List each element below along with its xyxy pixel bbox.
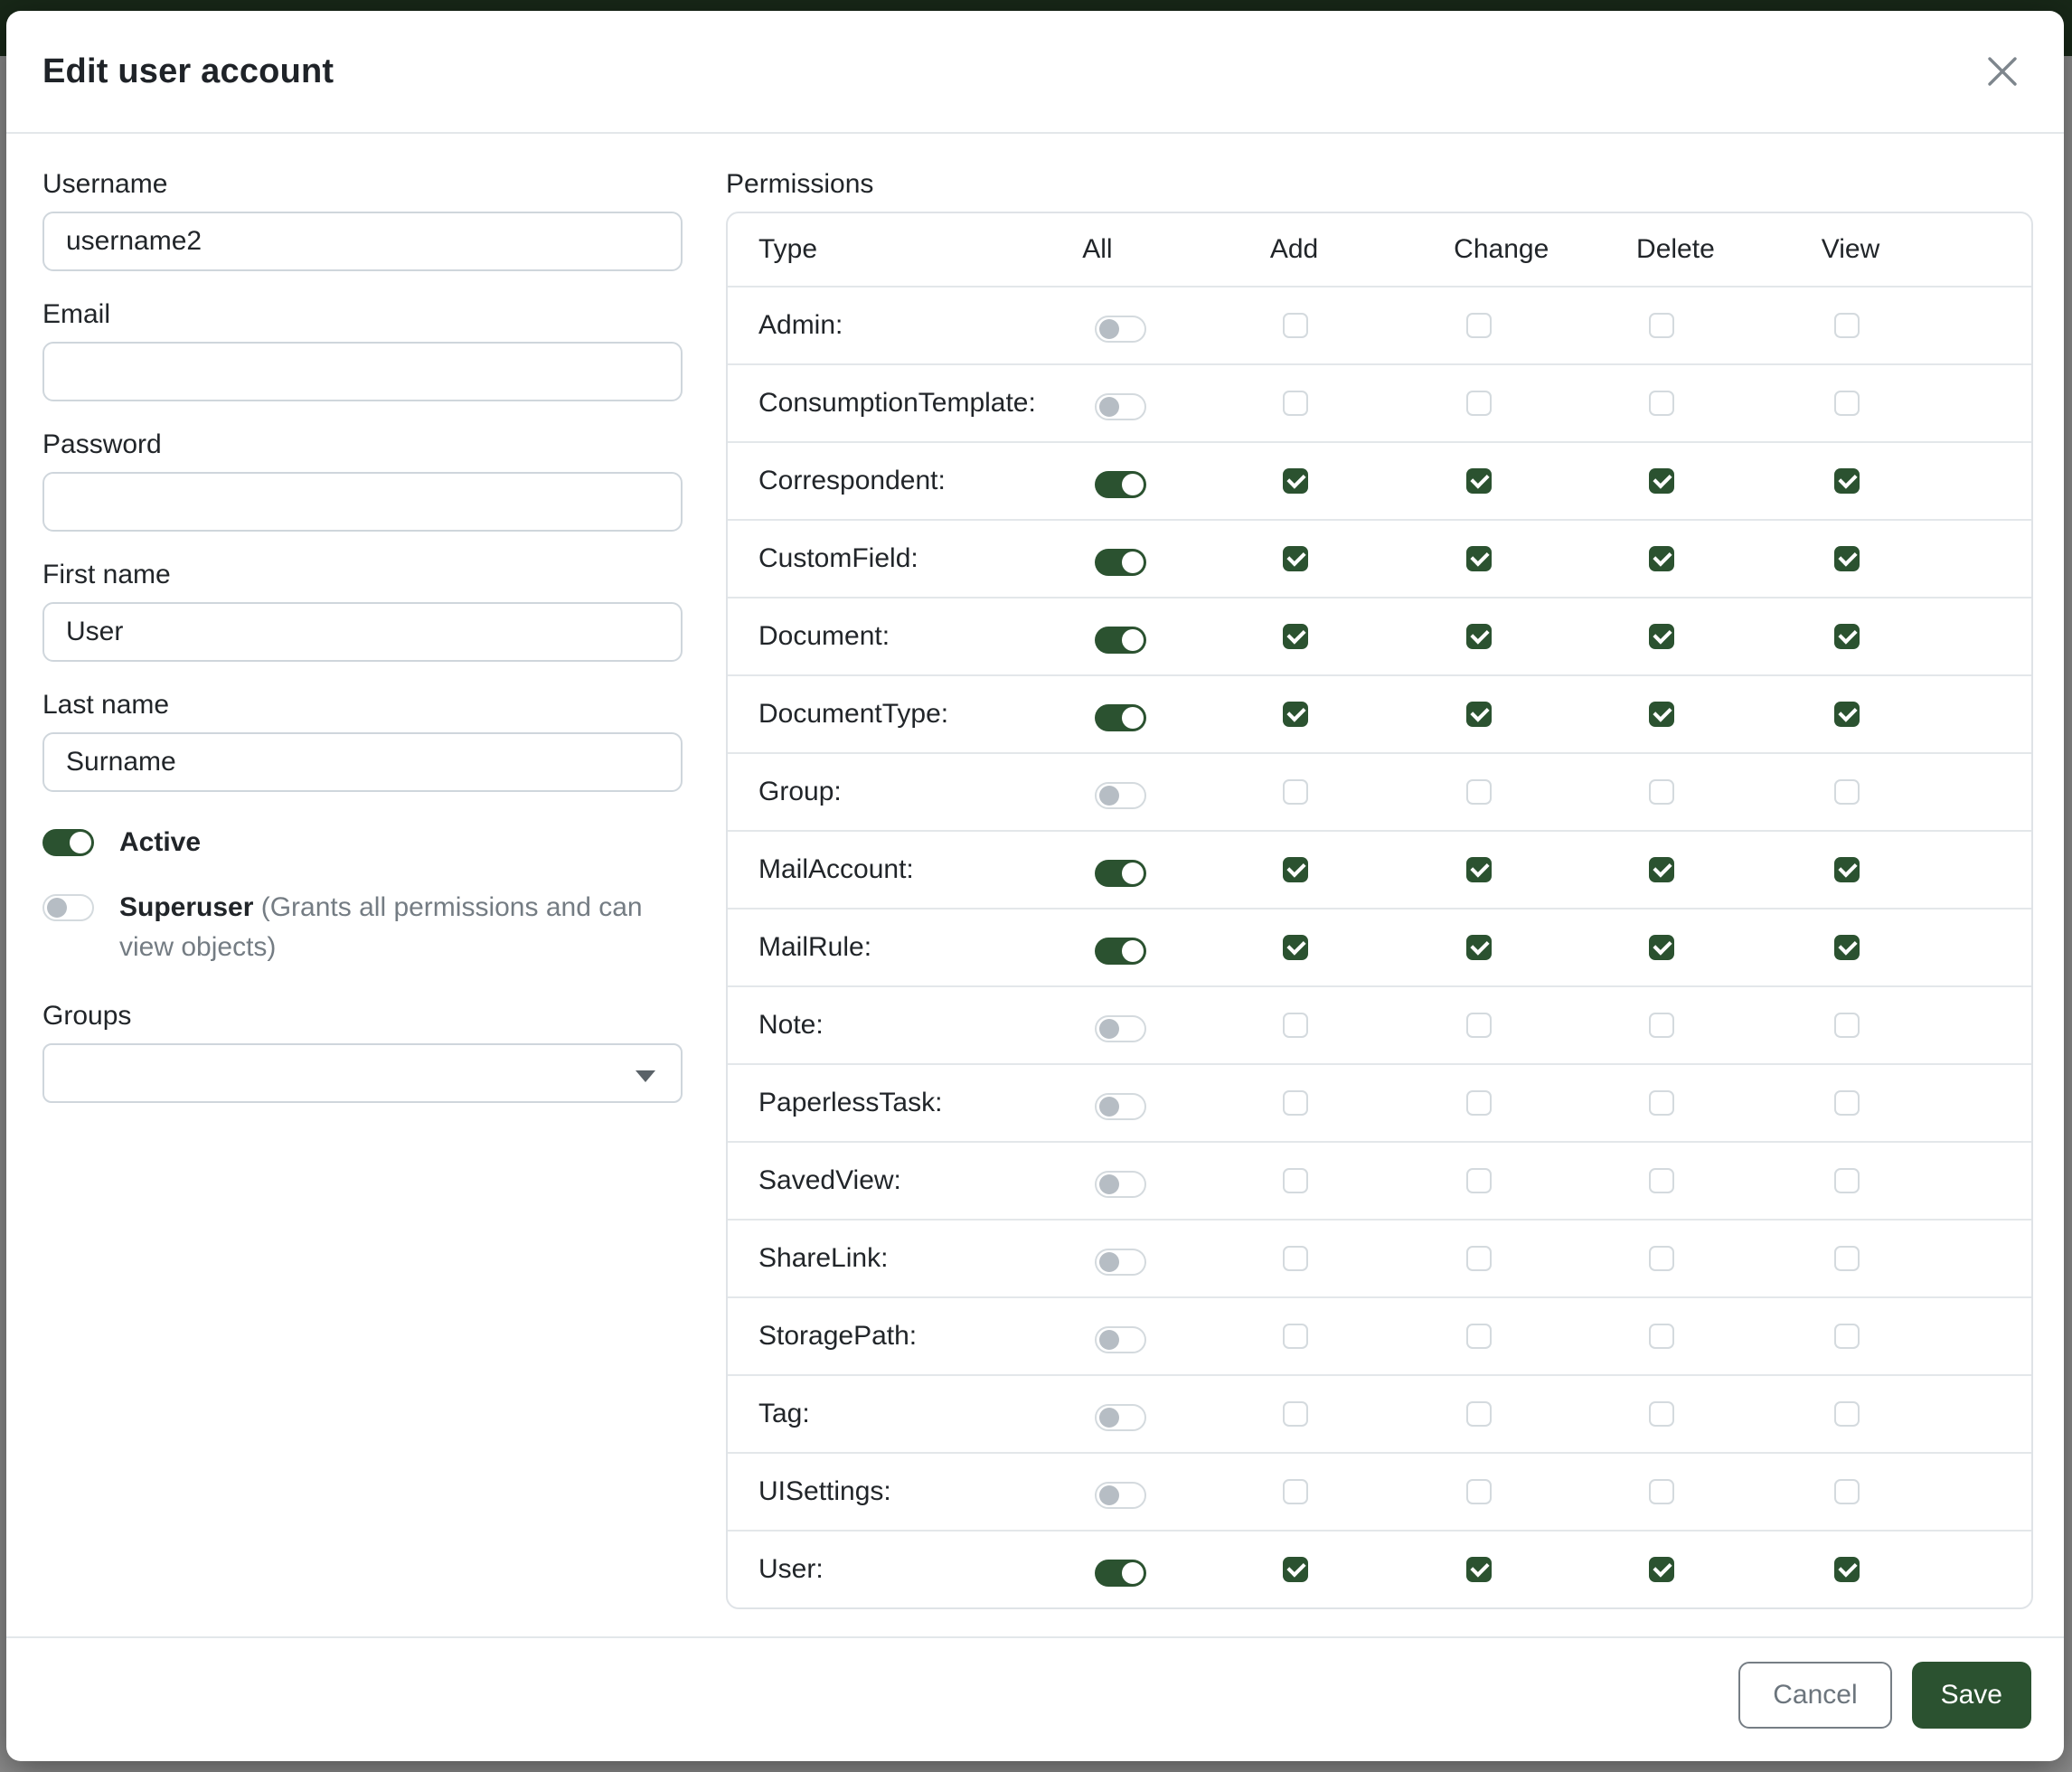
permission-type-label: StoragePath: [758,1321,918,1351]
permission-row [728,752,2031,830]
permission-checkbox-change[interactable] [1466,1168,1492,1193]
permission-row [728,1063,2031,1141]
save-button[interactable]: Save [1912,1662,2031,1729]
permission-checkbox-add[interactable] [1283,1168,1308,1193]
permission-type-label: CustomField: [758,543,918,573]
permission-checkbox-add[interactable] [1283,1013,1308,1038]
permission-checkbox-delete[interactable] [1649,1090,1674,1116]
permission-checkbox-view[interactable] [1834,391,1860,416]
permission-checkbox-change[interactable] [1466,1557,1492,1582]
permission-checkbox-add[interactable] [1283,1557,1308,1582]
permission-checkbox-add[interactable] [1283,1324,1308,1349]
permission-checkbox-view[interactable] [1834,546,1860,571]
permission-checkbox-view[interactable] [1834,1246,1860,1271]
permission-toggle-all[interactable] [1095,704,1146,731]
permission-toggle-all[interactable] [1095,782,1146,809]
password-label: Password [42,429,162,459]
permission-checkbox-view[interactable] [1834,779,1860,805]
permission-toggle-all[interactable] [1095,1482,1146,1509]
permission-checkbox-view[interactable] [1834,1168,1860,1193]
permission-type-label: DocumentType: [758,699,949,729]
permission-toggle-all[interactable] [1095,1015,1146,1042]
permission-checkbox-delete[interactable] [1649,1401,1674,1427]
permissions-header-row [728,213,2031,286]
modal-header [6,11,2064,134]
permission-row [728,674,2031,752]
permission-type-label: Group: [758,777,842,806]
permission-toggle-all[interactable] [1095,393,1146,420]
first-name-input[interactable] [42,602,683,662]
permission-row [728,363,2031,441]
permission-checkbox-view[interactable] [1834,1557,1860,1582]
active-row [42,823,683,862]
permission-checkbox-change[interactable] [1466,313,1492,338]
superuser-label: Superuser [119,892,254,922]
permission-toggle-all[interactable] [1095,860,1146,887]
permission-row [728,1530,2031,1607]
superuser-toggle[interactable] [42,894,94,921]
column-header-add: Add [1269,234,1319,264]
column-header-change: Change [1454,234,1549,264]
permission-checkbox-delete[interactable] [1649,1013,1674,1038]
email-field-group [42,298,683,401]
groups-field-group [42,1000,683,1103]
permission-checkbox-add[interactable] [1283,1401,1308,1427]
username-input[interactable] [42,212,683,271]
permission-checkbox-change[interactable] [1466,624,1492,649]
permission-checkbox-delete[interactable] [1649,468,1674,494]
modal-title: Edit user account [42,52,334,90]
groups-select[interactable] [42,1043,683,1103]
permission-toggle-all[interactable] [1095,1093,1146,1120]
permissions-table [726,212,2033,1609]
permission-toggle-all[interactable] [1095,1249,1146,1276]
permission-checkbox-add[interactable] [1283,702,1308,727]
permission-checkbox-view[interactable] [1834,1324,1860,1349]
permission-toggle-all[interactable] [1095,1171,1146,1198]
column-header-delete: Delete [1636,234,1715,264]
permission-checkbox-delete[interactable] [1649,624,1674,649]
permission-row [728,830,2031,908]
permission-checkbox-add[interactable] [1283,1090,1308,1116]
permission-toggle-all[interactable] [1095,1326,1146,1353]
permission-row [728,1296,2031,1374]
email-label: Email [42,299,111,329]
permission-checkbox-add[interactable] [1283,779,1308,805]
permission-toggle-all[interactable] [1095,938,1146,965]
username-label: Username [42,169,168,199]
permission-checkbox-view[interactable] [1834,468,1860,494]
permission-checkbox-delete[interactable] [1649,1168,1674,1193]
permission-checkbox-delete[interactable] [1649,391,1674,416]
column-header-type: Type [758,234,818,264]
permission-checkbox-change[interactable] [1466,857,1492,882]
permission-type-label: UISettings: [758,1476,891,1506]
permission-checkbox-add[interactable] [1283,935,1308,960]
permission-type-label: Tag: [758,1399,810,1428]
permission-checkbox-add[interactable] [1283,624,1308,649]
permission-checkbox-add[interactable] [1283,1479,1308,1504]
permission-type-label: ShareLink: [758,1243,889,1273]
permission-row [728,286,2031,363]
email-input[interactable] [42,342,683,401]
permission-checkbox-change[interactable] [1466,1401,1492,1427]
permission-checkbox-change[interactable] [1466,1013,1492,1038]
user-form [42,168,683,1636]
permission-checkbox-add[interactable] [1283,1246,1308,1271]
last-name-input[interactable] [42,732,683,792]
password-input[interactable] [42,472,683,532]
permission-checkbox-add[interactable] [1283,391,1308,416]
permission-checkbox-delete[interactable] [1649,1557,1674,1582]
permissions-rows [728,286,2031,1607]
permission-toggle-all[interactable] [1095,316,1146,343]
last-name-field-group [42,689,683,792]
permission-row [728,908,2031,985]
permission-checkbox-change[interactable] [1466,1090,1492,1116]
column-header-all: All [1082,234,1113,264]
permission-checkbox-change[interactable] [1466,702,1492,727]
permission-row [728,985,2031,1063]
permission-toggle-all[interactable] [1095,471,1146,498]
permission-row [728,1141,2031,1219]
permission-type-label: Document: [758,621,890,651]
modal-footer [6,1636,2064,1761]
permission-checkbox-view[interactable] [1834,857,1860,882]
permission-checkbox-change[interactable] [1466,546,1492,571]
permission-toggle-all[interactable] [1095,549,1146,576]
permission-checkbox-view[interactable] [1834,313,1860,338]
permission-checkbox-delete[interactable] [1649,857,1674,882]
permission-toggle-all[interactable] [1095,627,1146,654]
active-label: Active [119,827,202,857]
permission-checkbox-view[interactable] [1834,1401,1860,1427]
permission-toggle-all[interactable] [1095,1404,1146,1431]
permission-checkbox-view[interactable] [1834,624,1860,649]
first-name-field-group [42,559,683,662]
permission-checkbox-delete[interactable] [1649,779,1674,805]
permission-type-label: SavedView: [758,1165,901,1195]
permission-checkbox-view[interactable] [1834,702,1860,727]
permission-checkbox-change[interactable] [1466,391,1492,416]
permission-checkbox-change[interactable] [1466,1246,1492,1271]
permission-checkbox-delete[interactable] [1649,313,1674,338]
permission-checkbox-change[interactable] [1466,935,1492,960]
permission-checkbox-view[interactable] [1834,1090,1860,1116]
first-name-label: First name [42,560,171,589]
permission-checkbox-add[interactable] [1283,313,1308,338]
permission-type-label: Admin: [758,310,843,340]
permission-checkbox-add[interactable] [1283,468,1308,494]
permission-type-label: PaperlessTask: [758,1088,943,1117]
active-label-wrap [119,823,201,862]
cancel-button[interactable]: Cancel [1738,1662,1891,1729]
permission-type-label: MailRule: [758,932,872,962]
permission-checkbox-delete[interactable] [1649,1324,1674,1349]
username-field-group [42,168,683,271]
permission-checkbox-delete[interactable] [1649,1246,1674,1271]
permission-checkbox-change[interactable] [1466,1324,1492,1349]
permission-checkbox-delete[interactable] [1649,702,1674,727]
modal-body [6,134,2064,1636]
permission-type-label: ConsumptionTemplate: [758,388,1036,418]
chevron-down-icon [636,1070,655,1082]
permission-type-label: User: [758,1554,824,1584]
permission-checkbox-view[interactable] [1834,1479,1860,1504]
permission-checkbox-view[interactable] [1834,1013,1860,1038]
superuser-row [42,888,683,967]
permissions-section [726,168,2033,1636]
permission-type-label: Note: [758,1010,824,1040]
permission-checkbox-view[interactable] [1834,935,1860,960]
column-header-view: View [1821,234,1880,264]
close-icon [1984,53,2020,90]
permission-toggle-all[interactable] [1095,1560,1146,1587]
permission-checkbox-change[interactable] [1466,468,1492,494]
permission-type-label: Correspondent: [758,466,946,495]
last-name-label: Last name [42,690,170,720]
permission-checkbox-add[interactable] [1283,857,1308,882]
permission-row [728,519,2031,597]
close-button[interactable] [1977,46,2028,97]
permission-checkbox-delete[interactable] [1649,546,1674,571]
permission-checkbox-change[interactable] [1466,1479,1492,1504]
password-field-group [42,429,683,532]
permission-row [728,441,2031,519]
permission-checkbox-delete[interactable] [1649,1479,1674,1504]
active-toggle[interactable] [42,829,94,856]
superuser-label-wrap [119,888,680,967]
permission-row [728,1374,2031,1452]
permission-row [728,1452,2031,1530]
groups-label: Groups [42,1001,132,1031]
permission-type-label: MailAccount: [758,854,914,884]
permission-row [728,1219,2031,1296]
permission-checkbox-delete[interactable] [1649,935,1674,960]
permission-checkbox-add[interactable] [1283,546,1308,571]
permission-row [728,597,2031,674]
permissions-label: Permissions [726,169,874,199]
superuser-description: (Grants all permissions and can view objects) [119,892,643,962]
permission-checkbox-change[interactable] [1466,779,1492,805]
edit-user-modal [6,11,2064,1761]
